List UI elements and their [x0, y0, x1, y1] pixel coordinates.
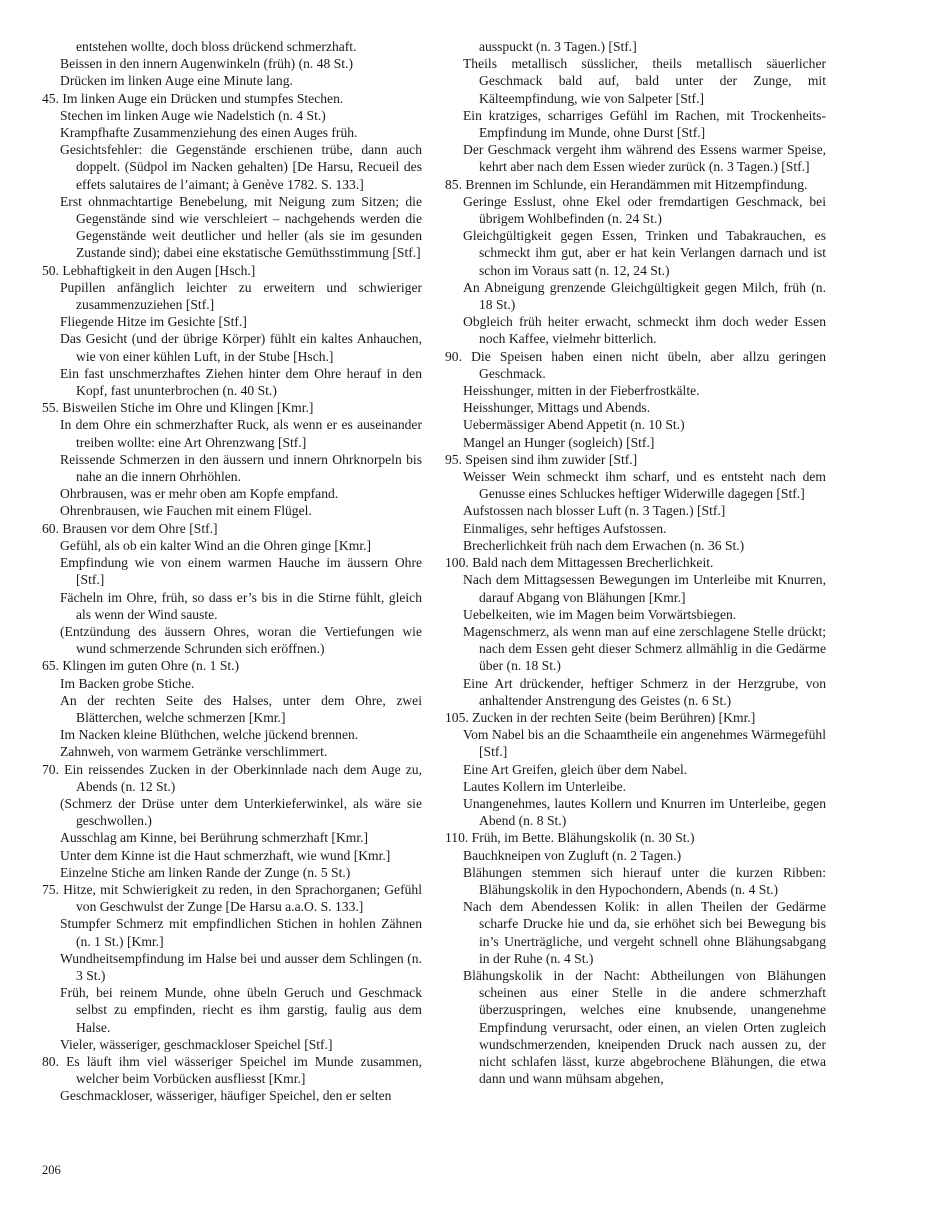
symptom-entry: Früh, bei reinem Munde, ohne übeln Geruch und Geschmack selbst zu empfinden, riecht es ihm garstig, faulig aus dem Halse.: [60, 985, 422, 1035]
symptom-entry: Uebermässiger Abend Appetit (n. 10 St.): [463, 417, 685, 433]
symptom-entry: ausspuckt (n. 3 Tagen.) [Stf.]: [479, 39, 637, 54]
symptom-entry: Im Nacken kleine Blüthchen, welche jückend brennen.: [60, 727, 359, 743]
symptom-entry: Nach dem Mittagsessen Bewegungen im Unterleibe mit Knurren, darauf Abgang von Blähungen [Kmr.]: [463, 572, 826, 605]
symptom-entry: Brecherlichkeit früh nach dem Erwachen (n. 36 St.): [463, 537, 745, 553]
symptom-entry: Geringe Esslust, ohne Ekel oder fremdartigen Geschmack, bei übrigem Wohlbefinden (n. 24 St.): [463, 193, 826, 227]
numbered-symptom-entry: 100. Bald nach dem Mittagessen Brecherlichkeit.: [445, 555, 714, 571]
symptom-entry: Ohrenbrausen, wie Fauchen mit einem Flügel.: [60, 503, 312, 519]
symptom-entry: Lautes Kollern im Unterleibe.: [463, 778, 627, 794]
symptom-entry: Blähungen stemmen sich hierauf unter die kurzen Ribben: Blähungskolik in den Hypochondern, Abends (n. 4 St.): [463, 864, 826, 897]
symptom-entry: Eine Art Greifen, gleich über dem Nabel.: [463, 761, 688, 777]
symptom-entry: Theils metallisch süsslicher, theils metallisch säuerlicher Geschmack bald auf, bald unter der Zunge, mit Kälteempfindung, wie von Salpeter [Stf.]: [463, 56, 826, 106]
symptom-entry: Wundheitsempfindung im Halse bei und ausser dem Schlingen (n. 3 St.): [60, 950, 422, 983]
symptom-entry: (Entzündung des äussern Ohres, woran die Vertiefungen wie wund schmerzende Schrunden sich eröffnen.): [60, 623, 422, 657]
numbered-symptom-entry: 105. Zucken in der rechten Seite (beim Berühren) [Kmr.]: [445, 709, 756, 725]
symptom-entry: Obgleich früh heiter erwacht, schmeckt ihm doch weder Essen noch Kaffee, vielmehr bitterlich.: [463, 314, 826, 347]
numbered-symptom-entry: 55. Bisweilen Stiche im Ohre und Klingen [Kmr.]: [42, 400, 314, 416]
symptom-entry: Nach dem Abendessen Kolik: in allen Theilen der Gedärme scharfe Drucke hie und da, sie erhöhet sich bei Bewegung bis in’s Unerträgliche, und vergeht schnell ohne Blähungsabgang in der Ruhe (n. 4 St.): [463, 899, 826, 966]
numbered-symptom-entry: 85. Brennen im Schlunde, ein Herandämmen mit Hitzempfindung.: [445, 176, 808, 192]
symptom-entry: (Schmerz der Drüse unter dem Unterkieferwinkel, als wäre sie geschwollen.): [60, 795, 422, 829]
symptom-entry: Gefühl, als ob ein kalter Wind an die Ohren ginge [Kmr.]: [60, 537, 372, 553]
numbered-symptom-entry: 45. Im linken Auge ein Drücken und stumpfes Stechen.: [42, 90, 344, 106]
symptom-entry: Zahnweh, von warmem Getränke verschlimmert.: [60, 744, 328, 760]
numbered-symptom-entry: 50. Lebhaftigkeit in den Augen [Hsch.]: [42, 262, 256, 278]
symptom-entry: In dem Ohre ein schmerzhafter Ruck, als wenn er es auseinander treiben wollte: eine Art Ohrenzwang [Stf.]: [60, 417, 422, 450]
symptom-entry: Eine Art drückender, heftiger Schmerz in der Herzgrube, von anhaltender Anstrengung des Geistes (n. 6 St.): [463, 675, 826, 708]
numbered-symptom-entry: 80. Es läuft ihm viel wässeriger Speichel im Munde zusammen, welcher beim Vorbücken ausfliesst [Kmr.]: [42, 1053, 422, 1087]
symptom-entry: Fächeln im Ohre, früh, so dass er’s bis in die Stirne fühlt, gleich als wenn der Wind sauste.: [60, 589, 422, 622]
page-number: 206: [42, 1163, 61, 1177]
numbered-symptom-entry: 110. Früh, im Bette. Blähungskolik (n. 30 St.): [445, 830, 695, 846]
symptom-entry: Unangenehmes, lautes Kollern und Knurren im Unterleibe, gegen Abend (n. 8 St.): [463, 795, 826, 829]
symptom-entry: Uebelkeiten, wie im Magen beim Vorwärtsbiegen.: [463, 606, 737, 622]
numbered-symptom-entry: 70. Ein reissendes Zucken in der Oberkinnlade nach dem Auge zu, Abends (n. 12 St.): [42, 761, 422, 794]
symptom-entry: Ein kratziges, scharriges Gefühl im Rachen, mit Trockenheits-Empfindung im Munde, ohne Durst [Stf.]: [463, 107, 826, 141]
numbered-symptom-entry: 60. Brausen vor dem Ohre [Stf.]: [42, 520, 218, 536]
symptom-entry: Reissende Schmerzen in den äussern und innern Ohrknorpeln bis nahe an die innern Ohrhöhlen.: [60, 451, 422, 485]
symptom-entry: Erst ohnmachtartige Benebelung, mit Neigung zum Sitzen; die Gegenstände sind wie verschleiert – nachgehends werden die Gegenstände weit deutlicher und heller (als sie im gesunden Zustande sind); dabei eine ekstatische Gemüthsstimmung [Stf.]: [60, 193, 422, 261]
symptom-entry: Pupillen anfänglich leichter zu erweitern und schwieriger zusammenzuziehen [Stf.]: [60, 279, 422, 313]
symptom-entry: Gesichtsfehler: die Gegenstände erschienen trübe, dann auch doppelt. (Südpol im Nacken gehalten) [De Harsu, Recueil des effets salutaires de l’aimant; à Genève 1782. S. 133.]: [60, 142, 422, 192]
right-column: [445, 38, 826, 1087]
symptom-entry: Beissen in den innern Augenwinkeln (früh) (n. 48 St.): [60, 56, 353, 72]
symptom-entry: entstehen wollte, doch bloss drückend schmerzhaft.: [76, 39, 357, 54]
symptom-entry: Ein fast unschmerzhaftes Ziehen hinter dem Ohre herauf in den Kopf, fast ununterbrochen (n. 40 St.): [60, 365, 422, 399]
symptom-entry: Ohrbrausen, was er mehr oben am Kopfe empfand.: [60, 486, 339, 502]
symptom-entry: Ausschlag am Kinne, bei Berührung schmerzhaft [Kmr.]: [60, 830, 369, 846]
symptom-entry: Das Gesicht (und der übrige Körper) fühlt ein kaltes Anhauchen, wie von einer kühlen Luft, in der Stube [Hsch.]: [60, 331, 422, 364]
symptom-entry: Magenschmerz, als wenn man auf eine zerschlagene Stelle drückt; nach dem Essen geht dieser Schmerz allmählig in die Gedärme über (n. 18 St.): [463, 623, 826, 674]
symptom-entry: Empfindung wie von einem warmen Hauche im äussern Ohre [Stf.]: [60, 555, 422, 588]
left-column: [42, 38, 422, 1105]
symptom-entry: Stumpfer Schmerz mit empfindlichen Stichen in hohlen Zähnen (n. 1 St.) [Kmr.]: [60, 916, 422, 949]
symptom-entry: Geschmackloser, wässeriger, häufiger Speichel, den er selten: [60, 1088, 392, 1104]
symptom-entry: Drücken im linken Auge eine Minute lang.: [60, 73, 293, 89]
symptom-entry: Einmaliges, sehr heftiges Aufstossen.: [463, 520, 667, 536]
symptom-entry: Stechen im linken Auge wie Nadelstich (n. 4 St.): [60, 107, 326, 123]
symptom-entry: Der Geschmack vergeht ihm während des Essens warmer Speise, kehrt aber nach dem Essen wieder zurück (n. 3 Tagen.) [Stf.]: [463, 142, 826, 175]
symptom-entry: Weisser Wein schmeckt ihm scharf, und es entsteht nach dem Genusse eines Schluckes heftiger Widerwille dagegen [Stf.]: [463, 469, 826, 502]
symptom-entry: Krampfhafte Zusammenziehung des einen Auges früh.: [60, 125, 358, 141]
symptom-entry: Heisshunger, Mittags und Abends.: [463, 400, 651, 416]
symptom-entry: Vieler, wässeriger, geschmackloser Speichel [Stf.]: [60, 1036, 333, 1052]
symptom-entry: Blähungskolik in der Nacht: Abtheilungen von Blähungen scheinen aus einer Stelle in die andere schmerzhaft überzuspringen, welches eine knubsende, unangenehme Empfindung verursacht, oder einen, an vielen Orten zugleich wundschmerzenden, kneipenden Druck nach aussen zu, der nicht schlafen lässt, kurze abgebrochene Blähungen, die etwa dann und wann mühsam abgehen,: [463, 967, 826, 1087]
symptom-entry: Vom Nabel bis an die Schaamtheile ein angenehmes Wärmegefühl [Stf.]: [463, 727, 826, 760]
numbered-symptom-entry: 95. Speisen sind ihm zuwider [Stf.]: [445, 451, 638, 467]
symptom-entry: An der rechten Seite des Halses, unter dem Ohre, zwei Blätterchen, welche schmerzen [Kmr.]: [60, 692, 422, 725]
numbered-symptom-entry: 90. Die Speisen haben einen nicht übeln, aber allzu geringen Geschmack.: [445, 348, 826, 381]
symptom-entry: Im Backen grobe Stiche.: [60, 675, 195, 691]
symptom-entry: Fliegende Hitze im Gesichte [Stf.]: [60, 314, 247, 330]
symptom-entry: Aufstossen nach blosser Luft (n. 3 Tagen.) [Stf.]: [463, 503, 726, 519]
symptom-entry: Bauchkneipen von Zugluft (n. 2 Tagen.): [463, 847, 682, 863]
symptom-entry: Einzelne Stiche am linken Rande der Zunge (n. 5 St.): [60, 864, 351, 880]
symptom-entry: Mangel an Hunger (sogleich) [Stf.]: [463, 434, 655, 450]
symptom-entry: Gleichgültigkeit gegen Essen, Trinken und Tabakrauchen, es schmeckt ihm gut, aber er hat kein Verlangen darnach und ist schon im Voraus satt (n. 12, 24 St.): [463, 228, 826, 278]
symptom-entry: An Abneigung grenzende Gleichgültigkeit gegen Milch, früh (n. 18 St.): [463, 279, 826, 313]
symptom-entry: Heisshunger, mitten in der Fieberfrostkälte.: [463, 383, 700, 399]
numbered-symptom-entry: 65. Klingen im guten Ohre (n. 1 St.): [42, 658, 240, 674]
symptom-entry: Unter dem Kinne ist die Haut schmerzhaft, wie wund [Kmr.]: [60, 847, 391, 863]
numbered-symptom-entry: 75. Hitze, mit Schwierigkeit zu reden, in den Sprachorganen; Gefühl von Geschwulst der Zunge [De Harsu a.a.O. S. 133.]: [42, 881, 422, 915]
